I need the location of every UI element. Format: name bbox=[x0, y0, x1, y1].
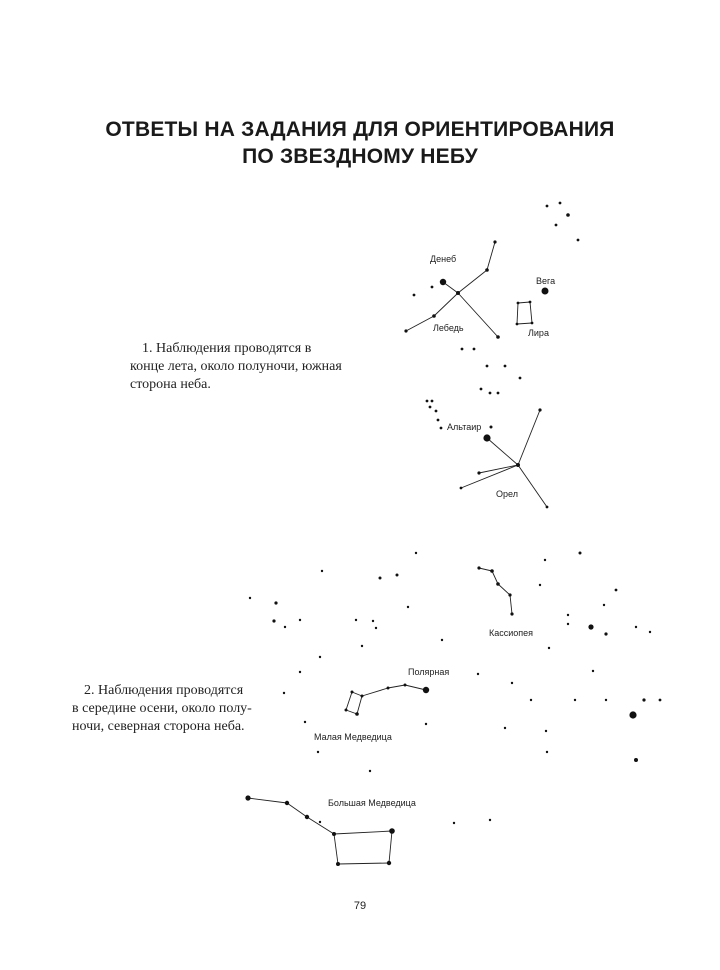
star bbox=[304, 721, 306, 723]
scattered-stars-north bbox=[249, 552, 662, 825]
star bbox=[516, 463, 520, 467]
star bbox=[635, 626, 637, 628]
star bbox=[387, 861, 391, 865]
star bbox=[361, 645, 363, 647]
label-bolshaya-medveditsa: Большая Медведица bbox=[328, 798, 416, 808]
star bbox=[649, 631, 651, 633]
star bbox=[299, 671, 301, 673]
label-orel: Орел bbox=[496, 489, 518, 499]
star bbox=[642, 698, 645, 701]
star-vega bbox=[542, 288, 549, 295]
label-vega: Вега bbox=[536, 276, 556, 286]
star bbox=[546, 751, 548, 753]
star bbox=[317, 751, 319, 753]
star bbox=[530, 699, 532, 701]
star bbox=[544, 559, 546, 561]
star bbox=[351, 691, 354, 694]
star bbox=[396, 574, 399, 577]
star bbox=[389, 828, 395, 834]
star bbox=[440, 427, 443, 430]
star bbox=[245, 795, 250, 800]
star bbox=[372, 620, 374, 622]
star bbox=[659, 699, 662, 702]
star bbox=[496, 335, 500, 339]
star bbox=[319, 821, 321, 823]
star bbox=[283, 692, 285, 694]
star bbox=[538, 408, 541, 411]
star bbox=[493, 240, 496, 243]
star bbox=[375, 627, 377, 629]
star bbox=[605, 699, 607, 701]
star bbox=[490, 569, 494, 573]
star bbox=[592, 670, 594, 672]
star bbox=[517, 302, 520, 305]
little-dipper-stars bbox=[345, 684, 430, 716]
answer-1-line-3: сторона неба. bbox=[130, 377, 211, 392]
star bbox=[588, 624, 593, 629]
star bbox=[566, 213, 570, 217]
answer-1-line-2: конце лета, около полуночи, южная bbox=[130, 359, 342, 374]
star bbox=[426, 400, 429, 403]
star bbox=[274, 601, 277, 604]
star bbox=[519, 377, 522, 380]
star bbox=[485, 268, 489, 272]
star bbox=[321, 570, 323, 572]
star bbox=[531, 322, 534, 325]
label-kassiopeya: Кассиопея bbox=[489, 628, 534, 638]
label-polyarnaya: Полярная bbox=[408, 667, 450, 677]
heading-line-2: ПО ЗВЕЗДНОМУ НЕБУ bbox=[242, 145, 478, 168]
star bbox=[511, 682, 513, 684]
star bbox=[355, 619, 357, 621]
star bbox=[548, 647, 550, 649]
star bbox=[299, 619, 301, 621]
star-altair bbox=[483, 434, 490, 441]
star bbox=[361, 695, 364, 698]
star bbox=[497, 392, 500, 395]
little-dipper-lines bbox=[346, 685, 426, 714]
answer-1-line-1: 1. Наблюдения проводятся в bbox=[142, 341, 312, 356]
star bbox=[489, 392, 492, 395]
star bbox=[429, 406, 432, 409]
star bbox=[567, 623, 569, 625]
cassiopeia-stars bbox=[477, 566, 513, 615]
label-lira: Лира bbox=[528, 328, 549, 338]
star bbox=[461, 348, 464, 351]
star bbox=[425, 723, 427, 725]
star bbox=[545, 730, 547, 732]
star bbox=[435, 410, 438, 413]
star bbox=[284, 626, 286, 628]
star bbox=[489, 819, 491, 821]
answer-2-line-1: 2. Наблюдения проводятся bbox=[84, 683, 244, 698]
star bbox=[539, 584, 541, 586]
star bbox=[453, 822, 455, 824]
star bbox=[407, 606, 409, 608]
star bbox=[546, 205, 549, 208]
star bbox=[480, 388, 483, 391]
page-number: 79 bbox=[353, 900, 367, 912]
star bbox=[486, 365, 489, 368]
autumn-star-map bbox=[245, 552, 661, 867]
star bbox=[249, 597, 251, 599]
star bbox=[473, 348, 476, 351]
star bbox=[437, 419, 440, 422]
label-lebed: Лебедь bbox=[433, 323, 464, 333]
star bbox=[336, 862, 340, 866]
star bbox=[432, 314, 436, 318]
star bbox=[404, 329, 407, 332]
star bbox=[615, 589, 618, 592]
star bbox=[546, 506, 549, 509]
star bbox=[285, 801, 289, 805]
star bbox=[477, 471, 480, 474]
star-deneb bbox=[440, 279, 446, 285]
star bbox=[504, 727, 506, 729]
star bbox=[603, 604, 605, 606]
scattered-stars-top bbox=[546, 202, 580, 242]
star bbox=[559, 202, 562, 205]
star bbox=[431, 400, 434, 403]
scattered-stars-middle bbox=[426, 348, 522, 430]
star bbox=[332, 832, 336, 836]
star bbox=[355, 712, 359, 716]
label-altair: Альтаир bbox=[447, 422, 482, 432]
heading-line-1: ОТВЕТЫ НА ЗАДАНИЯ ДЛЯ ОРИЕНТИРОВАНИЯ bbox=[105, 118, 615, 141]
star bbox=[413, 294, 416, 297]
star bbox=[629, 711, 636, 718]
cassiopeia-lines bbox=[479, 568, 512, 614]
star bbox=[319, 656, 321, 658]
star bbox=[567, 614, 569, 616]
summer-star-map bbox=[404, 202, 579, 509]
label-deneb: Денеб bbox=[430, 254, 457, 264]
star bbox=[345, 709, 348, 712]
star bbox=[272, 619, 275, 622]
star bbox=[369, 770, 371, 772]
answer-2-line-2: в середине осени, около полу- bbox=[72, 701, 252, 716]
answer-2-line-3: ночи, северная сторона неба. bbox=[72, 719, 245, 734]
star bbox=[415, 552, 417, 554]
star bbox=[477, 566, 480, 569]
star bbox=[579, 552, 582, 555]
star-polaris bbox=[423, 687, 429, 693]
star bbox=[516, 323, 519, 326]
star bbox=[577, 239, 580, 242]
star bbox=[574, 699, 576, 701]
lyra-lines bbox=[517, 302, 532, 324]
star bbox=[504, 365, 507, 368]
star bbox=[305, 815, 309, 819]
star bbox=[490, 426, 493, 429]
star bbox=[508, 593, 511, 596]
star bbox=[387, 687, 390, 690]
star bbox=[555, 224, 558, 227]
star bbox=[379, 577, 382, 580]
star bbox=[456, 291, 460, 295]
label-malaya-medveditsa: Малая Медведица bbox=[314, 732, 392, 742]
star bbox=[404, 684, 407, 687]
star bbox=[634, 758, 638, 762]
star bbox=[510, 612, 513, 615]
star bbox=[529, 301, 532, 304]
star bbox=[460, 487, 463, 490]
star bbox=[604, 632, 607, 635]
star bbox=[431, 286, 434, 289]
star bbox=[441, 639, 443, 641]
star bbox=[477, 673, 479, 675]
star bbox=[496, 582, 500, 586]
